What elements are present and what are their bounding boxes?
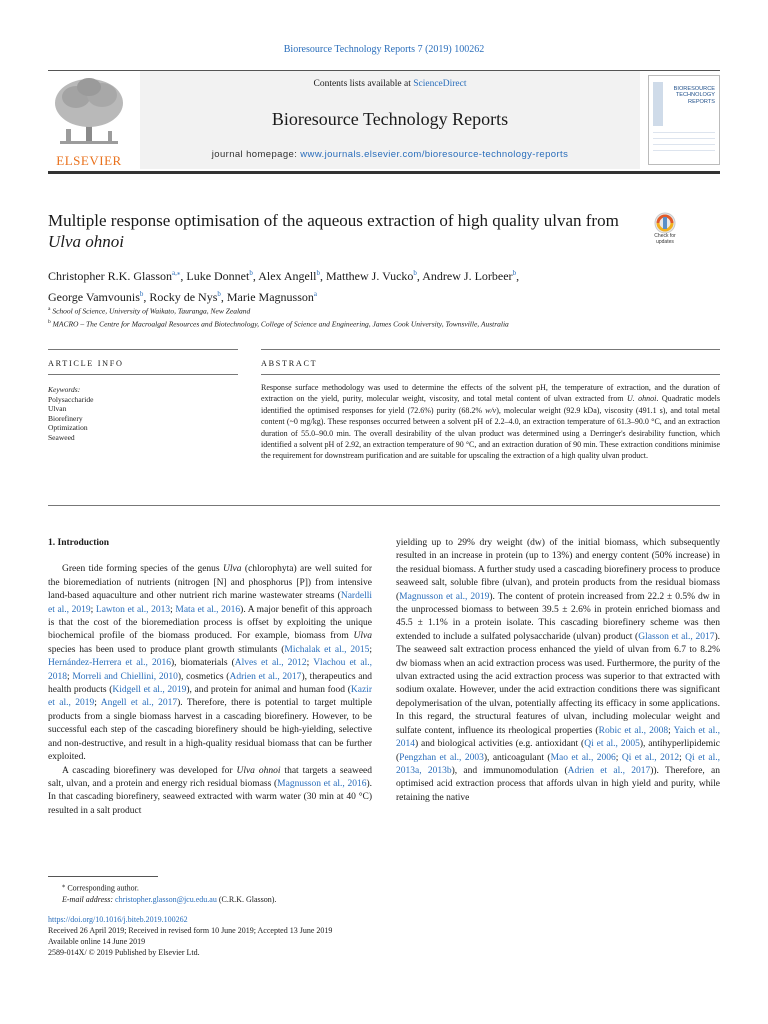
journal-name: Bioresource Technology Reports <box>271 109 509 129</box>
journal-masthead <box>48 70 720 174</box>
article-title <box>48 210 628 252</box>
abstract-rule <box>261 374 720 375</box>
reference-link[interactable]: Kidgell et al., 2019 <box>112 685 187 696</box>
genus-name: Ulva <box>353 631 372 642</box>
affiliation-mark: b <box>48 318 51 325</box>
text: ). A major benefit of this approach is that the cost of the bioremediation process is offset by exploiting the unique biochemical profile of the biomass produced. For example, biomass from <box>48 604 373 642</box>
text: ). The content of protein increased from 22.2 ± 0.5% dw in the unprocessed biomass to between 39.5 ± 2.6% in protein enriched biomass and 45.5 ± 1.1% in a protein isolate. This cascading biorefinery scheme was then extended to include a sulfated polysaccharide (ulvan) product ( <box>396 591 720 642</box>
author-name[interactable]: Marie Magnusson <box>226 290 314 304</box>
affiliation-text: School of Science, University of Waikato, Tauranga, New Zealand <box>52 306 251 316</box>
reference-link[interactable]: Adrien et al., 2017 <box>567 765 651 776</box>
title-main: Multiple response optimisation of the aqueous extraction of high quality ulvan from <box>48 211 619 230</box>
text: ), antihyperlipidemic ( <box>396 739 721 763</box>
text: ; <box>615 752 622 763</box>
abstract-bottom-rule <box>48 505 720 506</box>
text: ), biomaterials ( <box>170 658 235 669</box>
text: ; <box>668 725 674 736</box>
email-suffix: (C.R.K. Glasson). <box>216 894 277 904</box>
abstract-heading: ABSTRACT <box>261 359 318 368</box>
affiliations <box>48 304 720 329</box>
journal-homepage-line <box>140 149 640 160</box>
text: A cascading biorefinery was developed for <box>62 765 237 776</box>
author-affiliation-mark[interactable]: b <box>512 269 517 277</box>
abstract-part: ), molecular weight (92.9 kDa), viscosity (491.1 s), and total metal content (~0 mg/kg). These responses occurred between a solvent pH of 2.2–4.0, an extraction temperature of 61.3–90.0 °C, and an extraction duration of 55.0–90.0 min. The overall desirability of the ulvan product was determined using a Derringer's desirability function, which identified a solvent pH of 2.92, an extraction temperature of 90 °C, and an extraction duration of 90 min. These extraction conditions minimise the requirement for downstream purification and are suitable for upscaling the extraction of a high quality ulvan product. <box>261 405 721 461</box>
text: ), and immunomodulation ( <box>451 765 568 776</box>
footnote-text: Corresponding author. <box>67 883 139 893</box>
reference-link[interactable]: Mao et al., 2006 <box>550 752 616 763</box>
text: ), cosmetics ( <box>177 671 230 682</box>
text: ), anticoagulant ( <box>483 752 551 763</box>
homepage-label: journal homepage: <box>211 149 301 160</box>
text: that targets a seaweed salt, ulvan, and a protein and energy rich residual biomass ( <box>48 765 372 789</box>
available-online: Available online 14 June 2019 <box>48 937 146 946</box>
abstract-part: . Quadratic models identified the optimised responses for yield (72.6%) purity (68.2% <box>261 394 721 415</box>
author-affiliation-mark[interactable]: b <box>413 269 417 277</box>
reference-link[interactable]: Yaich et al., 2014 <box>396 725 721 750</box>
email-note <box>48 894 720 905</box>
text: ; <box>170 604 176 615</box>
email-link[interactable]: christopher.glasson@jcu.edu.au <box>115 894 217 904</box>
cover-line <box>653 150 715 151</box>
abstract-part: Response surface methodology was used to determine the effects of the solvent pH, the temperature of extraction, and the duration of extraction on the yield, purity, molecular weight, viscosity, and total metal content of ulvan extracted from <box>261 383 720 404</box>
masthead-center-panel <box>140 71 640 169</box>
journal-homepage-link[interactable]: www.journals.elsevier.com/bioresource-technology-reports <box>300 149 569 160</box>
reference-link[interactable]: Angell et al., 2017 <box>100 698 178 709</box>
text: )). Therefore, an optimised acid extraction process that affords ulvan in high yield and purity, while retaining the native <box>396 765 720 803</box>
contents-prefix: Contents lists available at <box>313 79 414 89</box>
reference-link[interactable]: Robic et al., 2008 <box>598 725 669 736</box>
author-name[interactable]: Christopher R.K. Glasson <box>48 269 172 283</box>
title-species: Ulva ohnoi <box>48 232 125 251</box>
intro-paragraph-2 <box>48 765 372 819</box>
text: ; <box>90 604 96 615</box>
affiliation-b <box>48 317 720 330</box>
author-separator: , <box>180 269 187 283</box>
corresponding-author-note <box>48 880 720 894</box>
introduction-heading: 1. Introduction <box>48 538 110 548</box>
author-separator: , <box>516 269 520 283</box>
reference-link[interactable]: Alves et al., 2012 <box>234 658 307 669</box>
keywords-block <box>48 385 238 443</box>
species-name: Ulva ohnoi <box>236 765 281 776</box>
cover-line <box>653 138 715 139</box>
contents-available-line <box>140 79 640 89</box>
reference-link[interactable]: Hernández-Herrera et al., 2016 <box>48 658 171 669</box>
reference-link[interactable]: Mata et al., 2016 <box>175 604 241 615</box>
reference-link[interactable]: Qi et al., 2013a, 2013b <box>396 752 720 776</box>
keyword-item: Biorefinery <box>48 413 83 423</box>
reference-link[interactable]: Vlachou et al., 2018 <box>48 658 372 682</box>
author-affiliation-mark[interactable]: a, <box>172 269 177 277</box>
text: ; <box>369 644 372 655</box>
abstract-top-rule <box>261 349 720 350</box>
author-name[interactable]: Alex Angell <box>258 269 317 283</box>
cover-line <box>653 132 715 133</box>
genus-name: Ulva <box>223 564 242 575</box>
article-info-rule <box>48 374 238 375</box>
footnotes <box>48 880 720 905</box>
author-separator: , <box>220 290 227 304</box>
author-affiliation-mark[interactable]: b <box>139 290 144 298</box>
text: ; <box>679 752 686 763</box>
journal-citation[interactable]: Bioresource Technology Reports 7 (2019) 100262 <box>283 44 485 55</box>
text: ), therapeutics and health products ( <box>48 671 373 696</box>
text: ; <box>94 698 101 709</box>
reference-link[interactable]: Qi et al., 2005 <box>584 739 640 750</box>
keyword-item: Seaweed <box>48 432 75 442</box>
affiliation-mark: a <box>48 306 51 312</box>
text: (chlorophyta) are well suited for the bioremediation of nutrients (nitrogen [N] and phosphorus [P]) from intensive land-based aquaculture and other nutrient rich marine wastewater streams ( <box>48 564 372 602</box>
corresponding-author-mark: ⁎ <box>62 882 66 889</box>
text: Green tide forming species of the genus <box>62 564 224 575</box>
check-for-updates-icon[interactable] <box>648 212 682 252</box>
text: species has been used to produce plant growth stimulants ( <box>48 644 285 655</box>
publication-info <box>48 914 720 958</box>
reference-link[interactable]: Kazir et al., 2019 <box>48 685 372 709</box>
cover-title: BIORESOURCE TECHNOLOGY REPORTS <box>673 86 715 105</box>
abstract-wv: w/v <box>485 405 497 415</box>
author-separator: , <box>252 269 259 283</box>
author-affiliation-mark[interactable]: b <box>249 269 253 277</box>
author-list <box>48 264 720 306</box>
reference-link[interactable]: Magnusson et al., 2016 <box>277 778 367 789</box>
article-info-top-rule <box>48 349 238 350</box>
author-name[interactable]: Rocky de Nys <box>149 290 218 304</box>
article-info-heading: ARTICLE INFO <box>48 359 124 368</box>
sciencedirect-link[interactable]: ScienceDirect <box>413 79 467 89</box>
abstract-species: U. ohnoi <box>626 394 657 404</box>
reference-link[interactable]: Qi et al., 2012 <box>621 752 680 763</box>
keywords-label: Keywords: <box>48 385 81 394</box>
author-name[interactable]: Luke Donnet <box>186 269 250 283</box>
cover-accent-bar <box>653 82 663 126</box>
journal-cover-thumbnail <box>648 75 720 165</box>
text: ; <box>67 671 73 682</box>
email-label: E-mail address: <box>62 894 116 904</box>
author-separator: , <box>416 269 423 283</box>
reference-link[interactable]: Magnusson et al., 2019 <box>399 591 490 602</box>
reference-link[interactable]: Michalak et al., 2015 <box>284 644 370 655</box>
body-column-left <box>48 537 372 818</box>
author-separator: , <box>320 269 327 283</box>
received-dates: Received 26 April 2019; Received in revised form 10 June 2019; Accepted 13 June 2019 <box>48 926 333 935</box>
affiliation-a <box>48 304 720 317</box>
author-name[interactable]: Andrew J. Lorbeer <box>422 269 513 283</box>
abstract-text <box>261 382 720 462</box>
corresponding-author-mark[interactable]: ⁎ <box>176 269 181 277</box>
affiliation-text: MACRO – The Centre for Macroalgal Resources and Biotechnology, College of Science and Engineering, James Cook University, Townsville, Australia <box>52 319 509 328</box>
intro-paragraph-1 <box>48 563 372 764</box>
author-separator: , <box>143 290 150 304</box>
keyword-item: Optimization <box>48 423 88 433</box>
reference-link[interactable]: Morreli and Chiellini, 2010 <box>72 671 178 682</box>
check-for-updates-label[interactable]: Check for updates <box>654 233 676 245</box>
author-affiliation-mark[interactable]: a <box>313 290 317 298</box>
reference-link[interactable]: Lawton et al., 2013 <box>95 604 171 615</box>
keyword-item: Polysaccharide <box>48 394 94 404</box>
author-name[interactable]: George Vamvounis <box>48 290 140 304</box>
keyword-item: Ulvan <box>48 404 67 414</box>
doi-link[interactable]: https://doi.org/10.1016/j.biteb.2019.100262 <box>48 915 188 924</box>
text: ; <box>306 658 314 669</box>
reference-link[interactable]: Adrien et al., 2017 <box>229 671 302 682</box>
text: ). In that cascading biorefinery, seaweed extracted with warm water (30 min at 40 °C) resulted in a salt product <box>48 778 372 816</box>
reference-link[interactable]: Glasson et al., 2017 <box>638 631 715 642</box>
author-affiliation-mark[interactable]: b <box>316 269 321 277</box>
reference-link[interactable]: Pengzhan et al., 2003 <box>399 752 484 763</box>
intro-paragraph-continued <box>396 537 720 805</box>
copyright: 2589-014X/ © 2019 Published by Elsevier Ltd. <box>48 948 200 957</box>
elsevier-wordmark: ELSEVIER <box>56 153 122 168</box>
text: ). Therefore, there is potential to target multiple products from a single biomass harvest in a cascading biorefinery. However, to be successful each step of the cascading biorefinery should be high-yielding, selective and non-destructive, and result in a high-quality residual biomass that can be further exploited. <box>48 698 372 763</box>
body-column-right <box>396 537 720 805</box>
reference-link[interactable]: Nardelli et al., 2019 <box>48 591 372 615</box>
text: ). The seaweed salt extraction process enhanced the yield of ulvan from 6.7 to 8.2% dw biomass when an acid extraction process was used. Furthermore, the purity of the ulvan extracted using the acid extraction process was superior to that extracted with sodium oxalate. However, under the acid extraction conditions there was significant depolymerisation of the ulvan, potentially affecting its efficacy in some applications. In this regard, the structural features of ulvan, including molecular weight and sulfate content, influence its rheological properties ( <box>396 631 720 736</box>
author-affiliation-mark[interactable]: b <box>217 290 221 298</box>
text: yielding up to 29% dry weight (dw) of the initial biomass, which subsequently resulted in an increase in protein (up to 13%) and energy content (50% increase) in the residual biomass. A further study used a cascading biorefinery process to produce seaweed salt, soluble fibre (ulvan), and protein products from the residual biomass ( <box>396 538 720 602</box>
author-name[interactable]: Matthew J. Vucko <box>326 269 414 283</box>
cover-line <box>653 144 715 145</box>
text: ) and biological activities (e.g. antioxidant ( <box>415 739 585 750</box>
text: ), and protein for animal and human food ( <box>186 685 351 696</box>
footnote-rule <box>48 876 158 877</box>
